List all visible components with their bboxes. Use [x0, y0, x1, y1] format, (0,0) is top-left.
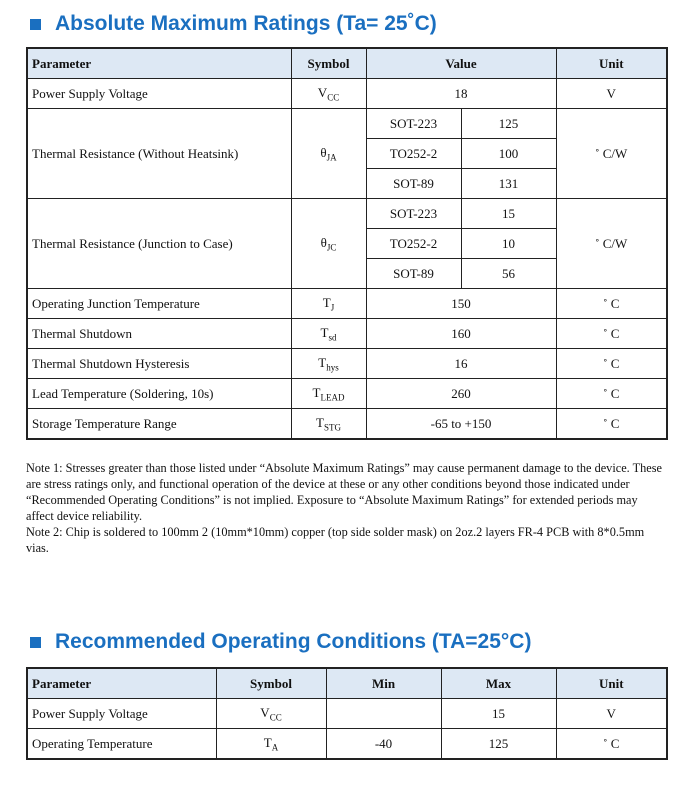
- unit-cell: ˚ C: [556, 409, 667, 440]
- unit-cell: ˚ C: [556, 289, 667, 319]
- table-row: [27, 729, 667, 760]
- symbol-subscript: JC: [326, 242, 337, 253]
- max-cell: 15: [441, 699, 556, 729]
- package-cell: SOT-89: [366, 169, 461, 199]
- value-cell: 56: [461, 259, 556, 289]
- symbol: T: [263, 734, 272, 750]
- table-row: [27, 379, 667, 409]
- symbol: T: [318, 354, 327, 370]
- unit-cell: V: [556, 79, 667, 109]
- symbol-subscript: sd: [328, 332, 337, 343]
- parameter-cell: Thermal Resistance (Without Heatsink): [27, 109, 291, 199]
- value-cell: 125: [461, 109, 556, 139]
- symbol-subscript: CC: [269, 712, 282, 723]
- note-2: Note 2: Chip is soldered to 100mm 2 (10mm*10mm) copper (top side solder mask) on 2oz.2 layers FR-4 PCB with 8*0.5mm vias.: [26, 525, 645, 555]
- symbol-cell: [291, 379, 366, 409]
- table-header-row: Parameter Symbol Value Unit: [27, 48, 667, 79]
- value-cell: 16: [366, 349, 556, 379]
- parameter-cell: Thermal Shutdown Hysteresis: [27, 349, 291, 379]
- parameter-cell: Storage Temperature Range: [27, 409, 291, 440]
- value-cell: -65 to +150: [366, 409, 556, 440]
- symbol-subscript: J: [330, 302, 335, 313]
- symbol-cell: [291, 289, 366, 319]
- table-row: [27, 289, 667, 319]
- symbol: T: [322, 294, 331, 310]
- value-cell: 260: [366, 379, 556, 409]
- value-cell: 15: [461, 199, 556, 229]
- symbol-subscript: LEAD: [320, 392, 345, 403]
- table-header-row: Parameter Symbol Min Max Unit: [27, 668, 667, 699]
- min-cell: [326, 699, 441, 729]
- unit-cell: ˚ C/W: [556, 109, 667, 199]
- symbol-cell: [291, 409, 366, 440]
- symbol: V: [317, 84, 328, 100]
- bullet-square-icon: [30, 637, 41, 648]
- symbol-cell: [291, 349, 366, 379]
- parameter-cell: Operating Temperature: [27, 729, 216, 760]
- table-row: [27, 79, 667, 109]
- package-cell: TO252-2: [366, 139, 461, 169]
- min-cell: -40: [326, 729, 441, 760]
- unit-cell: V: [556, 699, 667, 729]
- parameter-cell: Operating Junction Temperature: [27, 289, 291, 319]
- symbol: θ: [320, 234, 327, 250]
- symbol-cell: [291, 79, 366, 109]
- absolute-max-ratings-table: [26, 47, 668, 440]
- symbol-subscript: JA: [326, 152, 337, 163]
- value-cell: 10: [461, 229, 556, 259]
- note-1: Note 1: Stresses greater than those listed under “Absolute Maximum Ratings” may cause permanent damage to the device. These are stress ratings only, and functional operation of the device at these or any other conditions beyond those indicated under “Recommended Operating Conditions” is not implied. Exposure to “Absolute Maximum Ratings” for extended periods may affect device reliability.: [26, 461, 662, 523]
- symbol: V: [260, 704, 270, 720]
- table-row: [27, 319, 667, 349]
- parameter-cell: Thermal Shutdown: [27, 319, 291, 349]
- table-row: [27, 409, 667, 440]
- value-cell: 100: [461, 139, 556, 169]
- symbol-subscript: A: [271, 742, 279, 753]
- table-row: [27, 699, 667, 729]
- package-cell: SOT-89: [366, 259, 461, 289]
- unit-cell: ˚ C: [556, 379, 667, 409]
- value-cell: 18: [366, 79, 556, 109]
- table-row: [27, 109, 667, 139]
- bullet-square-icon: [30, 19, 41, 30]
- table-row: [27, 199, 667, 229]
- unit-cell: ˚ C: [556, 349, 667, 379]
- symbol-subscript: CC: [327, 92, 340, 103]
- recommended-conditions-table: [26, 667, 668, 760]
- symbol-cell: [291, 199, 366, 289]
- symbol-cell: [291, 109, 366, 199]
- unit-cell: ˚ C/W: [556, 199, 667, 289]
- value-cell: 160: [366, 319, 556, 349]
- parameter-cell: Thermal Resistance (Junction to Case): [27, 199, 291, 289]
- symbol-cell: [216, 729, 326, 760]
- value-cell: 131: [461, 169, 556, 199]
- symbol-subscript: STG: [323, 422, 341, 433]
- unit-cell: ˚ C: [556, 729, 667, 760]
- package-cell: SOT-223: [366, 199, 461, 229]
- value-cell: 150: [366, 289, 556, 319]
- notes: [26, 460, 666, 556]
- unit-cell: ˚ C: [556, 319, 667, 349]
- max-cell: 125: [441, 729, 556, 760]
- symbol: T: [312, 384, 321, 400]
- package-cell: TO252-2: [366, 229, 461, 259]
- section-heading-absolute-max: Absolute Maximum Ratings (Ta= 25˚C): [30, 12, 437, 36]
- parameter-cell: Power Supply Voltage: [27, 79, 291, 109]
- section-heading-recommended: Recommended Operating Conditions (TA=25°C): [30, 630, 531, 654]
- parameter-cell: Lead Temperature (Soldering, 10s): [27, 379, 291, 409]
- symbol-subscript: hys: [326, 362, 339, 373]
- symbol: T: [316, 414, 324, 430]
- symbol: θ: [320, 144, 327, 160]
- symbol-cell: [291, 319, 366, 349]
- parameter-cell: Power Supply Voltage: [27, 699, 216, 729]
- symbol-cell: [216, 699, 326, 729]
- table-row: [27, 349, 667, 379]
- symbol: T: [320, 324, 329, 340]
- package-cell: SOT-223: [366, 109, 461, 139]
